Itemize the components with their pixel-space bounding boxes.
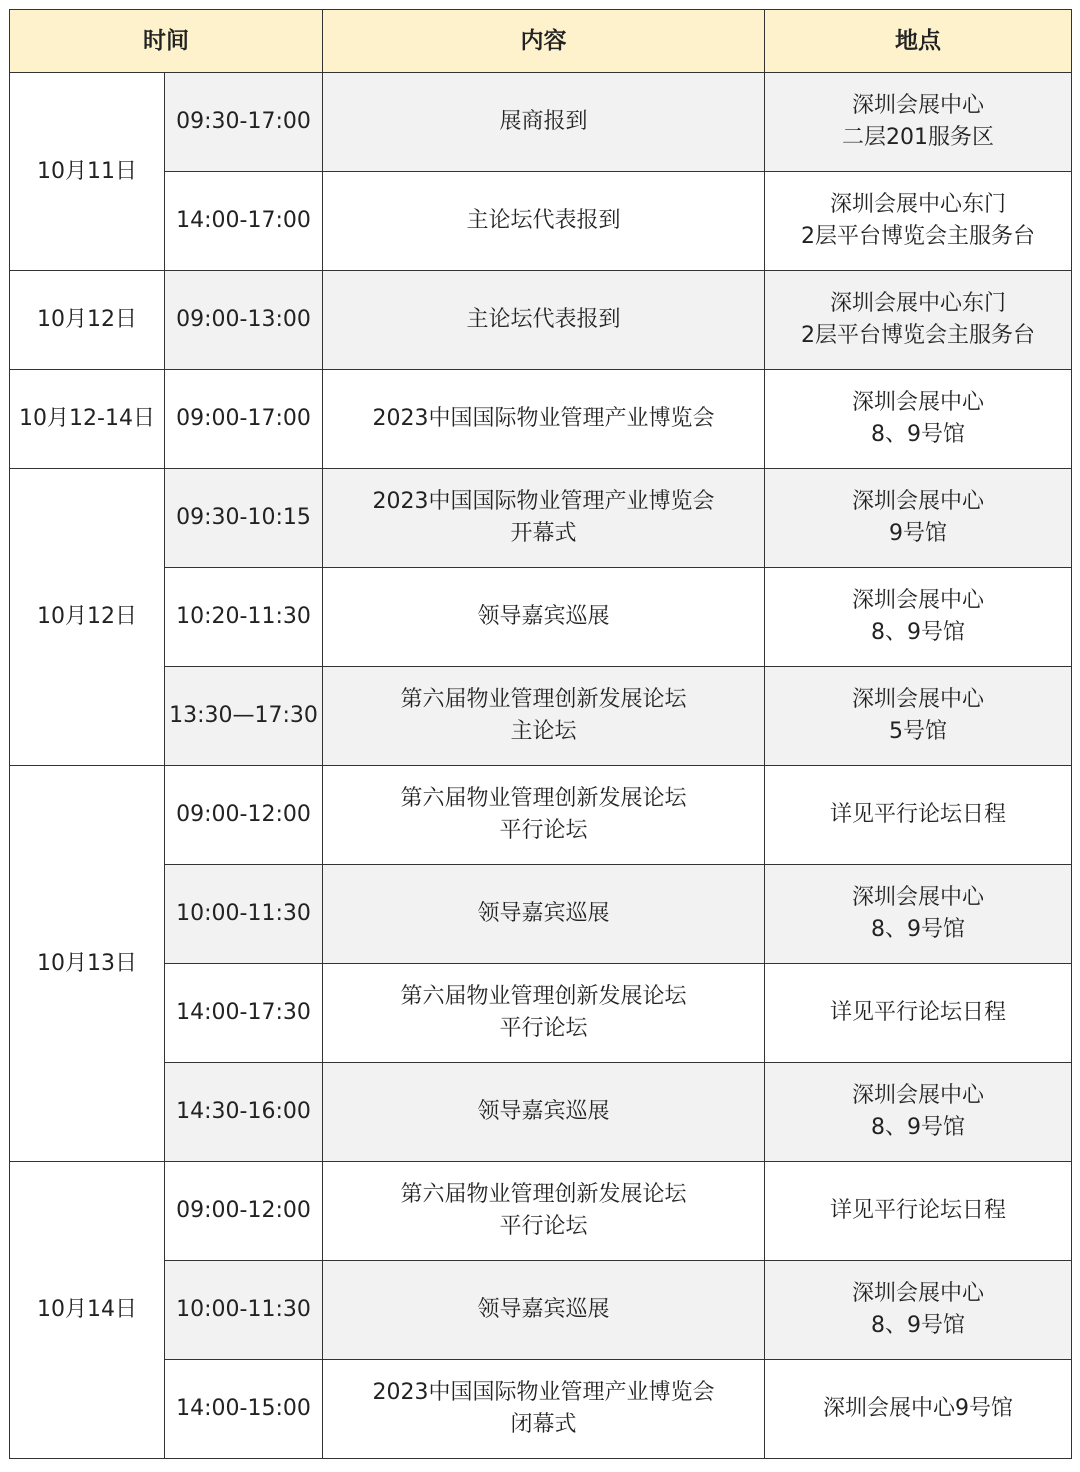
- table-row: [10, 271, 1072, 370]
- place-line: 8、9号馆: [871, 1313, 965, 1338]
- content-cell: [323, 1063, 765, 1162]
- place-line: 详见平行论坛日程: [829, 802, 1006, 827]
- table-row: [10, 1063, 1072, 1162]
- place-line: 深圳会展中心东门: [829, 291, 1006, 316]
- table-row: [10, 172, 1072, 271]
- content-cell: [323, 865, 765, 964]
- place-line: 深圳会展中心: [851, 489, 984, 514]
- place-cell: [765, 667, 1072, 766]
- content-line: 2023中国国际物业管理产业博览会: [372, 406, 715, 431]
- content-cell: [323, 667, 765, 766]
- table-row: [10, 964, 1072, 1063]
- date-cell: 10月11日: [10, 73, 165, 271]
- place-line: 5号馆: [889, 719, 947, 744]
- time-cell: 09:00-12:00: [165, 1162, 323, 1261]
- place-line: 深圳会展中心: [851, 687, 984, 712]
- content-cell: [323, 271, 765, 370]
- date-cell: 10月12日: [10, 271, 165, 370]
- content-line: 主论坛代表报到: [466, 307, 621, 332]
- content-cell: [323, 172, 765, 271]
- place-cell: [765, 964, 1072, 1063]
- time-cell: 09:30-10:15: [165, 469, 323, 568]
- date-cell: 10月12-14日: [10, 370, 165, 469]
- place-cell: [765, 172, 1072, 271]
- content-line: 平行论坛: [499, 818, 588, 843]
- time-cell: 14:00-17:00: [165, 172, 323, 271]
- place-cell: [765, 1063, 1072, 1162]
- place-line: 深圳会展中心: [851, 1281, 984, 1306]
- header-place: 地点: [765, 10, 1072, 73]
- place-cell: [765, 271, 1072, 370]
- time-cell: 14:00-17:30: [165, 964, 323, 1063]
- header-row: [10, 10, 1072, 73]
- time-cell: 10:00-11:30: [165, 865, 323, 964]
- content-line: 领导嘉宾巡展: [477, 1297, 610, 1322]
- content-line: 2023中国国际物业管理产业博览会: [372, 1380, 715, 1405]
- place-line: 2层平台博览会主服务台: [801, 323, 1035, 348]
- table-row: [10, 73, 1072, 172]
- place-line: 9号馆: [889, 521, 947, 546]
- table-row: [10, 766, 1072, 865]
- time-cell: 09:00-12:00: [165, 766, 323, 865]
- place-line: 8、9号馆: [871, 917, 965, 942]
- place-line: 详见平行论坛日程: [829, 1000, 1006, 1025]
- place-line: 深圳会展中心: [851, 390, 984, 415]
- table-row: [10, 1162, 1072, 1261]
- table-row: [10, 370, 1072, 469]
- header-time: 时间: [10, 10, 323, 73]
- place-line: 8、9号馆: [871, 422, 965, 447]
- content-line: 开幕式: [510, 521, 577, 546]
- header-content: 内容: [323, 10, 765, 73]
- place-cell: [765, 370, 1072, 469]
- time-cell: 14:00-15:00: [165, 1360, 323, 1459]
- content-line: 第六届物业管理创新发展论坛: [400, 687, 687, 712]
- table-row: [10, 1360, 1072, 1459]
- time-cell: 14:30-16:00: [165, 1063, 323, 1162]
- content-line: 闭幕式: [510, 1412, 577, 1437]
- table-row: [10, 469, 1072, 568]
- content-line: 展商报到: [499, 109, 588, 134]
- place-line: 8、9号馆: [871, 620, 965, 645]
- content-cell: [323, 766, 765, 865]
- content-line: 第六届物业管理创新发展论坛: [400, 984, 687, 1009]
- time-cell: 10:20-11:30: [165, 568, 323, 667]
- table-body: [10, 73, 1072, 1459]
- place-cell: [765, 568, 1072, 667]
- content-line: 平行论坛: [499, 1214, 588, 1239]
- place-line: 深圳会展中心: [851, 885, 984, 910]
- place-cell: [765, 766, 1072, 865]
- content-line: 平行论坛: [499, 1016, 588, 1041]
- place-line: 2层平台博览会主服务台: [801, 224, 1035, 249]
- content-cell: [323, 1261, 765, 1360]
- table-header: [10, 10, 1072, 73]
- place-line: 二层201服务区: [842, 125, 994, 150]
- content-line: 领导嘉宾巡展: [477, 604, 610, 629]
- table-row: [10, 568, 1072, 667]
- time-cell: 10:00-11:30: [165, 1261, 323, 1360]
- table-row: [10, 667, 1072, 766]
- place-cell: [765, 865, 1072, 964]
- content-line: 第六届物业管理创新发展论坛: [400, 786, 687, 811]
- time-cell: 13:30—17:30: [165, 667, 323, 766]
- schedule-table: [9, 9, 1072, 1459]
- place-line: 深圳会展中心: [851, 1083, 984, 1108]
- content-cell: [323, 1360, 765, 1459]
- place-line: 深圳会展中心: [851, 93, 984, 118]
- place-line: 8、9号馆: [871, 1115, 965, 1140]
- place-cell: [765, 1360, 1072, 1459]
- place-cell: [765, 73, 1072, 172]
- table-row: [10, 865, 1072, 964]
- place-line: 深圳会展中心东门: [829, 192, 1006, 217]
- content-line: 领导嘉宾巡展: [477, 1099, 610, 1124]
- content-line: 第六届物业管理创新发展论坛: [400, 1182, 687, 1207]
- content-cell: [323, 73, 765, 172]
- date-cell: 10月12日: [10, 469, 165, 766]
- content-line: 2023中国国际物业管理产业博览会: [372, 489, 715, 514]
- content-cell: [323, 370, 765, 469]
- time-cell: 09:00-13:00: [165, 271, 323, 370]
- place-line: 详见平行论坛日程: [829, 1198, 1006, 1223]
- table-row: [10, 1261, 1072, 1360]
- place-line: 深圳会展中心: [851, 588, 984, 613]
- place-cell: [765, 1261, 1072, 1360]
- content-line: 领导嘉宾巡展: [477, 901, 610, 926]
- content-cell: [323, 568, 765, 667]
- content-cell: [323, 469, 765, 568]
- content-line: 主论坛代表报到: [466, 208, 621, 233]
- date-cell: 10月14日: [10, 1162, 165, 1459]
- place-cell: [765, 1162, 1072, 1261]
- place-line: 深圳会展中心9号馆: [823, 1396, 1013, 1421]
- time-cell: 09:00-17:00: [165, 370, 323, 469]
- content-cell: [323, 1162, 765, 1261]
- content-line: 主论坛: [510, 719, 577, 744]
- time-cell: 09:30-17:00: [165, 73, 323, 172]
- date-cell: 10月13日: [10, 766, 165, 1162]
- content-cell: [323, 964, 765, 1063]
- place-cell: [765, 469, 1072, 568]
